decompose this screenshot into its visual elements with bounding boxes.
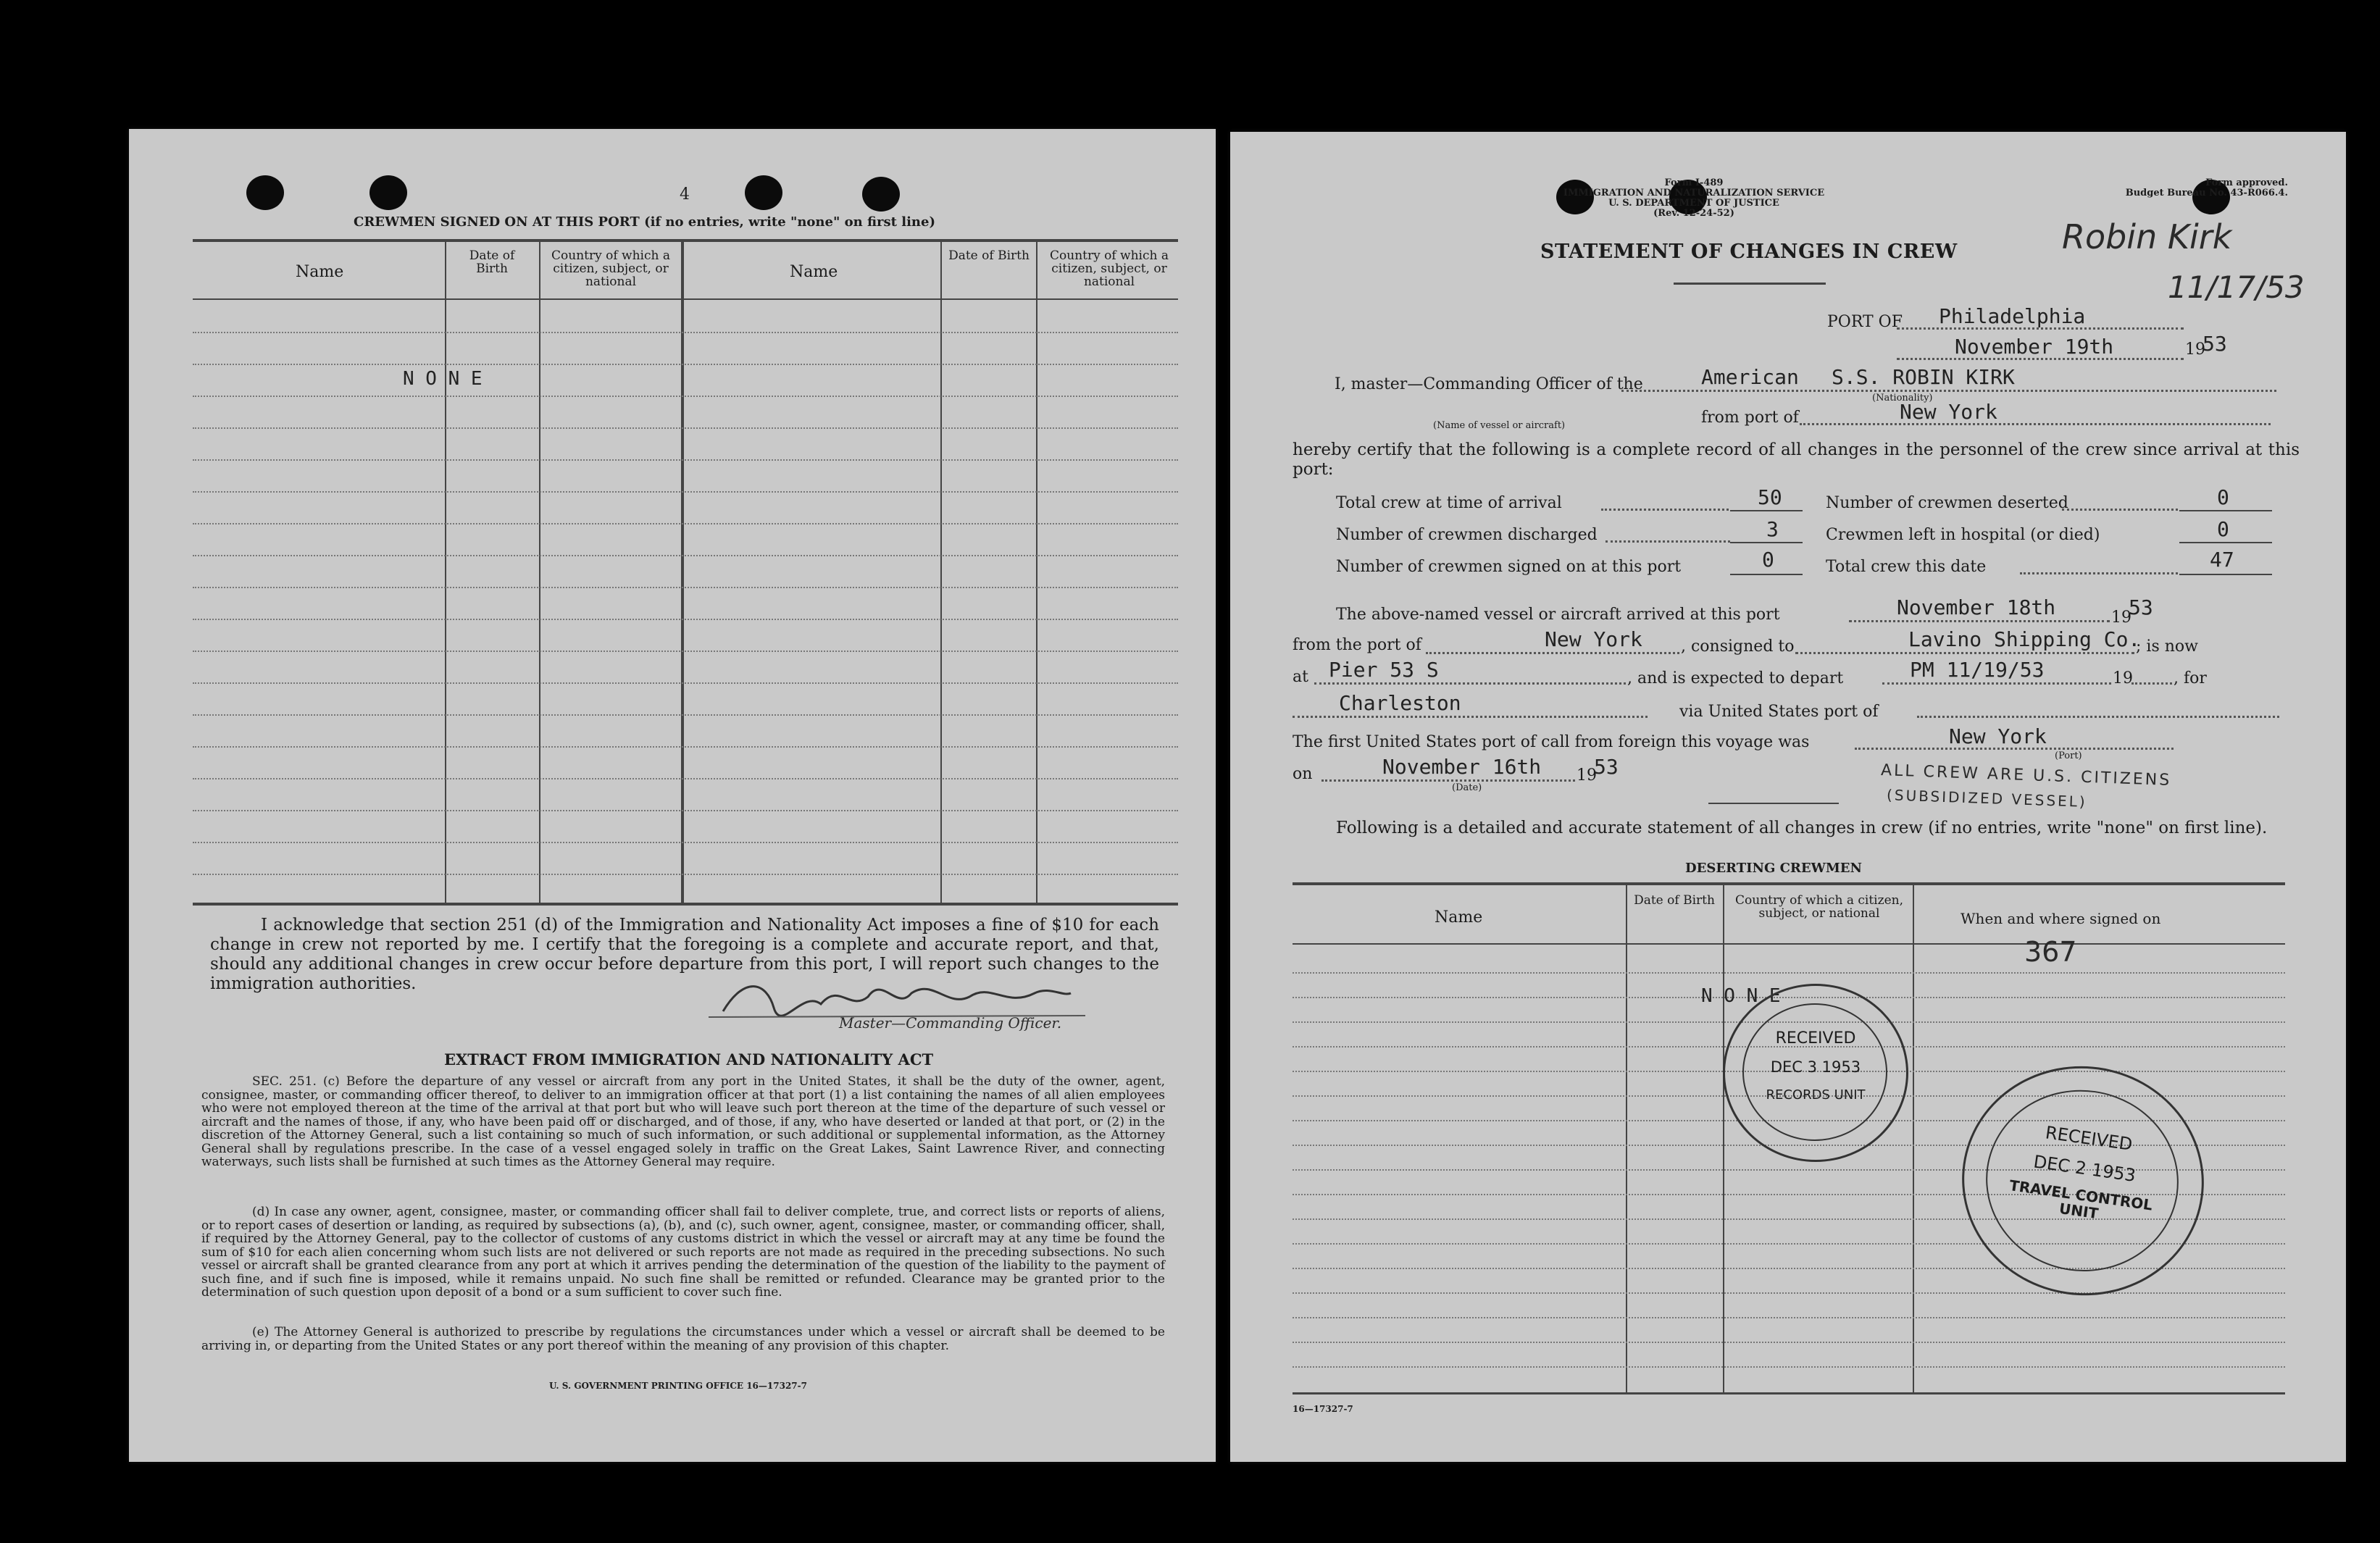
- port-caption: (Port): [2055, 750, 2082, 761]
- table-row-line: [193, 523, 1178, 524]
- expected-label: , and is expected to depart: [1627, 669, 1844, 687]
- extract-section-e: (e) The Attorney General is authorized to prescribe by regulations the circumstances under which a vessel or aircraft shall be deemed to be arriving in, or departing from the United States or any port thereof within the meaning of any provision of this chapter.: [201, 1325, 1165, 1353]
- stat-deserted-label: Number of crewmen deserted: [1826, 494, 2068, 512]
- port-label: PORT OF: [1827, 313, 1903, 331]
- budget-bureau: Budget Bureau No. 43-R066.4.: [2125, 188, 2288, 198]
- department: U. S. DEPARTMENT OF JUSTICE: [1608, 198, 1779, 209]
- handwritten-name: Robin Kirk: [2062, 217, 2232, 256]
- vessel-caption: (Name of vessel or aircraft): [1433, 420, 1566, 431]
- consigned-label: , consigned to: [1681, 637, 1795, 656]
- arrived-date: November 18th: [1897, 595, 2056, 619]
- vessel-name: S.S. ROBIN KIRK: [1832, 365, 2015, 389]
- via-label: via United States port of: [1679, 703, 1879, 721]
- stamp2-date: DEC 2 1953: [2032, 1151, 2137, 1186]
- table-row-line: [193, 459, 1178, 461]
- approval-block: [2071, 178, 2288, 198]
- stat-total-today-label: Total crew this date: [1826, 558, 1987, 576]
- arrived-year: 53: [2129, 595, 2153, 619]
- section-title: CREWMEN SIGNED ON AT THIS PORT (if no entries, write "none" on first line): [354, 214, 935, 230]
- col-country: Country of which a citizen, subject, or national: [551, 248, 670, 289]
- form-header: [1491, 178, 1897, 219]
- right-page: [1230, 132, 2346, 1462]
- note-line-1: ALL CREW ARE U.S. CITIZENS: [1880, 761, 2172, 790]
- col-name-2: Name: [790, 263, 838, 281]
- extract-section-d: (d) In case any owner, agent, consignee, master, or commanding officer shall fail to deliver complete, true, and correct lists or reports of aliens, or to report cases of desertion or landing, as required by subsections (a), (b), and (c), such owner, agent, consignee, master, or commanding officer, shall, if required by the Attorney General, pay to the collector of customs of any customs district in which the vessel or aircraft may at any time be found the sum of $10 for each alien concerning whom such lists are not delivered or such reports are not made as required in the preceding subsections. No such vessel or aircraft shall be granted clearance from any port at which it arrives pending the determination of the question of the liability to the payment of such fine, and if such fine is imposed, while it remains unpaid. No such fine shall be remitted or refunded. Clearance may be granted prior to the determination of such question upon deposit of a bond or a sum sufficient to cover such fine.: [201, 1205, 1165, 1300]
- table-row-line: [1293, 1342, 2285, 1343]
- table-row-line: [193, 555, 1178, 556]
- first-port-label: The first United States port of call from foreign this voyage was: [1293, 733, 1810, 751]
- table-row-line: [193, 842, 1178, 843]
- stat-total-arrival-label: Total crew at time of arrival: [1336, 494, 1562, 512]
- form-approved: Form approved.: [2205, 177, 2288, 188]
- table-row-line: [1293, 1292, 2285, 1294]
- first-port: New York: [1949, 724, 2047, 748]
- stat-total-today-value: 47: [2210, 548, 2234, 572]
- stat-signed-on-value: 0: [1762, 548, 1774, 572]
- note-line-2: (SUBSIDIZED VESSEL): [1886, 786, 2088, 811]
- stat-hospital-label: Crewmen left in hospital (or died): [1826, 526, 2100, 544]
- consignee: Lavino Shipping Co.: [1908, 627, 2141, 651]
- table-row-line: [193, 491, 1178, 493]
- following-statement: Following is a detailed and accurate statement of all changes in crew (if no entries, write "none" on first line).: [1336, 819, 2268, 837]
- arrived-label: The above-named vessel or aircraft arrived at this port: [1336, 606, 1780, 624]
- stat-total-arrival-value: 50: [1758, 485, 1782, 509]
- table-row-line: [1293, 972, 2285, 974]
- table-row-line: [193, 396, 1178, 397]
- depart-value: PM 11/19/53: [1910, 658, 2045, 682]
- from-port-value: New York: [1900, 400, 1997, 424]
- nationality: American: [1701, 365, 1799, 389]
- col-country: Country of which a citizen, subject, or national: [1735, 893, 1903, 921]
- table-row-line: [193, 364, 1178, 365]
- for-label: , for: [2174, 669, 2207, 687]
- col-dob: Date of Birth: [1634, 893, 1715, 908]
- table-row-line: [193, 810, 1178, 811]
- table-row-line: [193, 874, 1178, 875]
- acknowledgement: I acknowledge that section 251 (d) of the Immigration and Nationality Act imposes a fine of $10 for each change in crew not reported by me. I certify that the foregoing is a complete and accurate report, and that, should any additional changes in crew occur before departure from this port, I will report such changes to the immigration authorities.: [210, 916, 1159, 993]
- year-prefix: 19: [2185, 340, 2205, 359]
- handwritten-number: 367: [2024, 936, 2077, 968]
- stamp2-received: RECEIVED: [2044, 1122, 2134, 1155]
- punch-hole: [246, 175, 284, 210]
- stat-discharged-value: 3: [1766, 517, 1779, 541]
- port-value: Philadelphia: [1939, 304, 2086, 328]
- is-now-label: ; is now: [2136, 637, 2198, 656]
- col-when-where: When and where signed on: [1961, 910, 2161, 927]
- stat-hospital-value: 0: [2217, 517, 2229, 541]
- at-label: at: [1293, 668, 1308, 686]
- extract-title: EXTRACT FROM IMMIGRATION AND NATIONALITY ACT: [444, 1050, 934, 1069]
- nationality-caption: (Nationality): [1872, 393, 1933, 403]
- table-row-line: [1293, 1366, 2285, 1368]
- travel-control-unit-stamp: [1947, 1050, 2219, 1310]
- table-row-line: [193, 682, 1178, 684]
- none-entry: N O N E: [403, 368, 483, 390]
- from-port-of-label: from the port of: [1293, 636, 1421, 654]
- revision: (Rev. 12-24-52): [1653, 208, 1734, 219]
- left-page: [129, 129, 1216, 1462]
- table-row-line: [193, 427, 1178, 429]
- depart-year-prefix: 19: [2113, 669, 2133, 687]
- extract-section-c: SEC. 251. (c) Before the departure of any vessel or aircraft from any port in the United States, it shall be the duty of the owner, agent, consignee, master, or commanding officer thereof, to deliver to an immigration officer at that port (1) a list containing the names of all alien employees who were not employed thereon at the time of the arrival at that port but who will leave such port thereon at the time of the departure of such vessel or aircraft and the names of those, if any, who have been paid off or discharged, and of those, if any, who have deserted or landed at that port, or (2) in the discretion of the Attorney General, such a list containing so much of such information, or such additional or supplemental information, as the Attorney General shall by regulations prescribe. In the case of a vessel engaged solely in traffic on the Great Lakes, Saint Lawrence River, and connecting waterways, such lists shall be furnished at such times as the Attorney General may require.: [201, 1074, 1165, 1169]
- handwritten-date: 11/17/53: [2168, 269, 2305, 305]
- on-label: on: [1293, 765, 1313, 783]
- year-value: 53: [2202, 332, 2227, 356]
- date-value: November 19th: [1955, 335, 2114, 359]
- none-entry: N O N E: [1701, 985, 1781, 1007]
- deserting-title: DESERTING CREWMEN: [1685, 861, 1862, 876]
- punch-hole: [745, 175, 782, 210]
- from-port-label: from port of: [1701, 409, 1799, 427]
- stat-deserted-value: 0: [2217, 485, 2229, 509]
- col-dob: Date of Birth: [469, 248, 515, 276]
- table-row-line: [193, 332, 1178, 333]
- location: Pier 53 S: [1329, 658, 1439, 682]
- punch-hole: [369, 175, 407, 210]
- col-name: Name: [296, 263, 344, 281]
- agency: IMMIGRATION AND NATURALIZATION SERVICE: [1563, 188, 1825, 198]
- col-country-2: Country of which a citizen, subject, or national: [1050, 248, 1169, 289]
- right-footer: 16—17327-7: [1293, 1404, 1353, 1414]
- stat-discharged-label: Number of crewmen discharged: [1336, 526, 1598, 544]
- first-date: November 16th: [1382, 755, 1542, 779]
- stat-signed-on-label: Number of crewmen signed on at this port: [1336, 558, 1682, 576]
- stamp2-unit: TRAVEL CONTROL UNIT: [2008, 1176, 2154, 1223]
- col-dob-2: Date of Birth: [948, 248, 1030, 263]
- date-caption: (Date): [1452, 782, 1482, 793]
- punch-hole: [862, 177, 900, 212]
- stamp1-unit: RECORDS UNIT: [1766, 1087, 1866, 1103]
- table-row-line: [193, 714, 1178, 716]
- form-number: Form I-489: [1664, 177, 1724, 188]
- page-number: 4: [680, 185, 690, 204]
- stamp1-date: DEC 3 1953: [1770, 1058, 1861, 1076]
- table-row-line: [193, 619, 1178, 620]
- table-row-line: [193, 778, 1178, 779]
- table-row-line: [1293, 1317, 2285, 1318]
- master-label: I, master—Commanding Officer of the: [1335, 375, 1643, 393]
- stamp1-received: RECEIVED: [1775, 1029, 1856, 1048]
- table-row-line: [193, 746, 1178, 748]
- arrived-year-prefix: 19: [2111, 609, 2131, 627]
- destination: Charleston: [1339, 691, 1461, 715]
- records-unit-stamp: [1723, 984, 1908, 1162]
- first-year-prefix: 19: [1577, 766, 1597, 785]
- from-port-of-value: New York: [1545, 627, 1642, 651]
- certify-statement: hereby certify that the following is a complete record of all changes in the personnel of the crew since arrival at this port:: [1293, 440, 2300, 479]
- form-title: STATEMENT OF CHANGES IN CREW: [1540, 241, 1958, 263]
- table-row-line: [193, 651, 1178, 652]
- first-year: 53: [1594, 755, 1619, 779]
- col-name: Name: [1435, 908, 1483, 927]
- left-footer: U. S. GOVERNMENT PRINTING OFFICE 16—17327-7: [549, 1381, 807, 1391]
- table-row-line: [193, 587, 1178, 588]
- signer-title: Master—Commanding Officer.: [839, 1014, 1062, 1032]
